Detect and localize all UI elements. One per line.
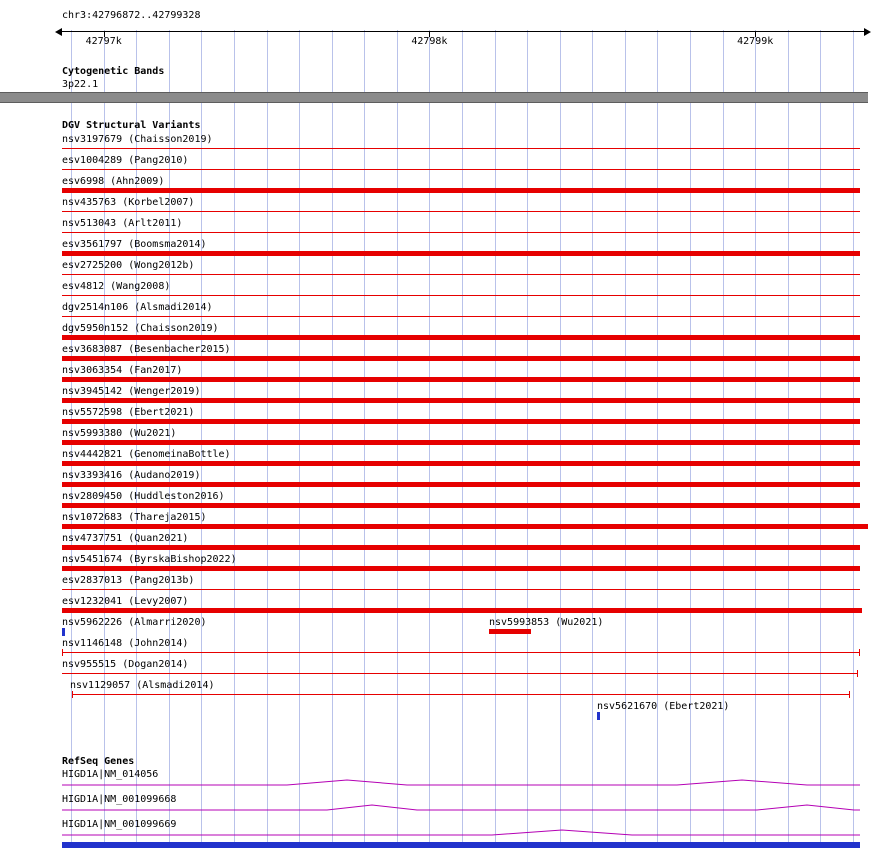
variant-span-bar[interactable] xyxy=(62,356,860,361)
dgv-section-title: DGV Structural Variants xyxy=(62,120,201,131)
variant-label[interactable]: nsv5962226 (Almarri2020) xyxy=(62,617,207,628)
variant-span-bar[interactable] xyxy=(62,566,860,571)
variant-span-bar[interactable] xyxy=(62,377,860,382)
variant-label[interactable]: esv6998 (Ahn2009) xyxy=(62,176,165,187)
variant-label[interactable]: nsv5993380 (Wu2021) xyxy=(62,428,177,439)
variant-span-bar[interactable] xyxy=(62,211,860,212)
dgv-variant-row xyxy=(62,532,874,553)
variant-label[interactable]: nsv5451674 (ByrskaBishop2022) xyxy=(62,554,237,565)
dgv-variant-row xyxy=(62,553,874,574)
variant-span-bar[interactable] xyxy=(62,503,860,508)
variant-span-bar[interactable] xyxy=(72,694,850,695)
cytoband-bar[interactable] xyxy=(0,92,868,103)
refseq-section-title: RefSeq Genes xyxy=(62,756,135,767)
dgv-variant-row xyxy=(62,490,874,511)
variant-span-bar[interactable] xyxy=(62,188,860,193)
variant-label[interactable]: nsv5572598 (Ebert2021) xyxy=(62,407,195,418)
dgv-variant-row xyxy=(62,301,874,322)
variant-span-bar[interactable] xyxy=(62,295,860,296)
variant-span-bar[interactable] xyxy=(62,652,860,653)
variant-label[interactable]: nsv4442821 (GenomeinaBottle) xyxy=(62,449,231,460)
gene-model-glyph[interactable] xyxy=(62,776,862,788)
ruler-tick-label: 42799k xyxy=(737,36,774,47)
dgv-variant-row xyxy=(62,679,874,700)
dgv-variant-row xyxy=(62,196,874,217)
dgv-variant-row xyxy=(62,427,874,448)
ruler-line[interactable] xyxy=(60,31,866,32)
variant-label[interactable]: nsv513043 (Arlt2011) xyxy=(62,218,183,229)
variant-label[interactable]: nsv5621670 (Ebert2021) xyxy=(597,701,730,712)
variant-span-bar[interactable] xyxy=(62,440,860,445)
variant-span-bar[interactable] xyxy=(62,251,860,256)
gene-model-glyph[interactable] xyxy=(62,826,862,838)
bottom-track-bar[interactable] xyxy=(62,842,860,848)
variant-span-bar[interactable] xyxy=(62,398,860,403)
dgv-variant-row xyxy=(62,700,874,721)
variant-label[interactable]: esv4812 (Wang2008) xyxy=(62,281,171,292)
variant-span-bar[interactable] xyxy=(62,545,860,550)
variant-span-bar[interactable] xyxy=(62,232,860,233)
dgv-variant-row xyxy=(62,406,874,427)
refseq-gene-row xyxy=(62,818,862,843)
dgv-variant-row xyxy=(62,574,874,595)
variant-span-bar[interactable] xyxy=(62,608,862,613)
ruler-tick-label: 42798k xyxy=(411,36,448,47)
variant-label[interactable]: dgv2514n106 (Alsmadi2014) xyxy=(62,302,213,313)
ruler-right-arrow-icon xyxy=(864,28,871,36)
variant-span-bar[interactable] xyxy=(62,589,860,590)
variant-label[interactable]: nsv3197679 (Chaisson2019) xyxy=(62,134,213,145)
dgv-variant-row xyxy=(62,322,874,343)
variant-label[interactable]: nsv1129057 (Alsmadi2014) xyxy=(70,680,215,691)
ruler-tick-label: 42797k xyxy=(85,36,122,47)
cytobands-section-title: Cytogenetic Bands xyxy=(62,66,165,77)
variant-label[interactable]: esv1232041 (Levy2007) xyxy=(62,596,189,607)
region-label: chr3:42796872..42799328 xyxy=(62,10,201,21)
variant-point-marker[interactable] xyxy=(597,712,600,720)
dgv-variant-row xyxy=(62,469,874,490)
dgv-variant-row xyxy=(62,238,874,259)
variant-label[interactable]: nsv3945142 (Wenger2019) xyxy=(62,386,201,397)
dgv-variant-row xyxy=(62,658,874,679)
variant-span-bar[interactable] xyxy=(62,419,860,424)
refseq-gene-rows xyxy=(62,768,862,843)
ruler-left-arrow-icon xyxy=(55,28,62,36)
dgv-variant-row xyxy=(62,385,874,406)
variant-label[interactable]: nsv1146148 (John2014) xyxy=(62,638,189,649)
dgv-variant-row xyxy=(62,637,874,658)
variant-label[interactable]: esv2837013 (Pang2013b) xyxy=(62,575,195,586)
cytoband-label: 3p22.1 xyxy=(62,79,99,90)
variant-span-bar[interactable] xyxy=(489,629,531,634)
dgv-variant-row xyxy=(62,133,874,154)
variant-label[interactable]: nsv4737751 (Quan2021) xyxy=(62,533,189,544)
variant-label[interactable]: nsv435763 (Korbel2007) xyxy=(62,197,195,208)
dgv-variant-row xyxy=(62,217,874,238)
gene-label[interactable]: HIGD1A|NM_001099668 xyxy=(62,794,177,805)
dgv-track-rows xyxy=(62,133,874,721)
variant-span-bar[interactable] xyxy=(62,482,860,487)
variant-span-bar[interactable] xyxy=(62,461,860,466)
gene-label[interactable]: HIGD1A|NM_001099669 xyxy=(62,819,177,830)
dgv-variant-row xyxy=(62,343,874,364)
dgv-variant-row xyxy=(62,595,874,616)
dgv-variant-row xyxy=(62,175,874,196)
dgv-variant-row xyxy=(62,364,874,385)
variant-span-bar[interactable] xyxy=(62,169,860,170)
gene-label[interactable]: HIGD1A|NM_014056 xyxy=(62,769,159,780)
variant-label[interactable]: esv3561797 (Boomsma2014) xyxy=(62,239,207,250)
refseq-gene-row xyxy=(62,768,862,793)
variant-label[interactable]: nsv1072683 (Thareja2015) xyxy=(62,512,207,523)
variant-span-bar[interactable] xyxy=(62,148,860,149)
variant-label[interactable]: esv2725200 (Wong2012b) xyxy=(62,260,195,271)
variant-label[interactable]: nsv3063354 (Fan2017) xyxy=(62,365,183,376)
variant-label[interactable]: esv1004289 (Pang2010) xyxy=(62,155,189,166)
variant-span-bar[interactable] xyxy=(62,274,860,275)
dgv-variant-row xyxy=(62,154,874,175)
variant-span-bar[interactable] xyxy=(62,673,858,674)
variant-label[interactable]: dgv5950n152 (Chaisson2019) xyxy=(62,323,219,334)
variant-label[interactable]: nsv3393416 (Audano2019) xyxy=(62,470,201,481)
refseq-gene-row xyxy=(62,793,862,818)
variant-span-bar[interactable] xyxy=(62,316,860,317)
variant-span-bar[interactable] xyxy=(62,335,860,340)
variant-label[interactable]: esv3683087 (Besenbacher2015) xyxy=(62,344,231,355)
variant-label[interactable]: nsv5993853 (Wu2021) xyxy=(489,617,604,628)
variant-label[interactable]: nsv955515 (Dogan2014) xyxy=(62,659,189,670)
variant-label[interactable]: nsv2809450 (Huddleston2016) xyxy=(62,491,225,502)
dgv-variant-row xyxy=(62,616,874,637)
gene-model-glyph[interactable] xyxy=(62,801,862,813)
variant-point-marker[interactable] xyxy=(62,628,65,636)
dgv-variant-row xyxy=(62,259,874,280)
dgv-variant-row xyxy=(62,448,874,469)
dgv-variant-row xyxy=(62,280,874,301)
dgv-variant-row xyxy=(62,511,874,532)
variant-span-bar[interactable] xyxy=(62,524,868,529)
